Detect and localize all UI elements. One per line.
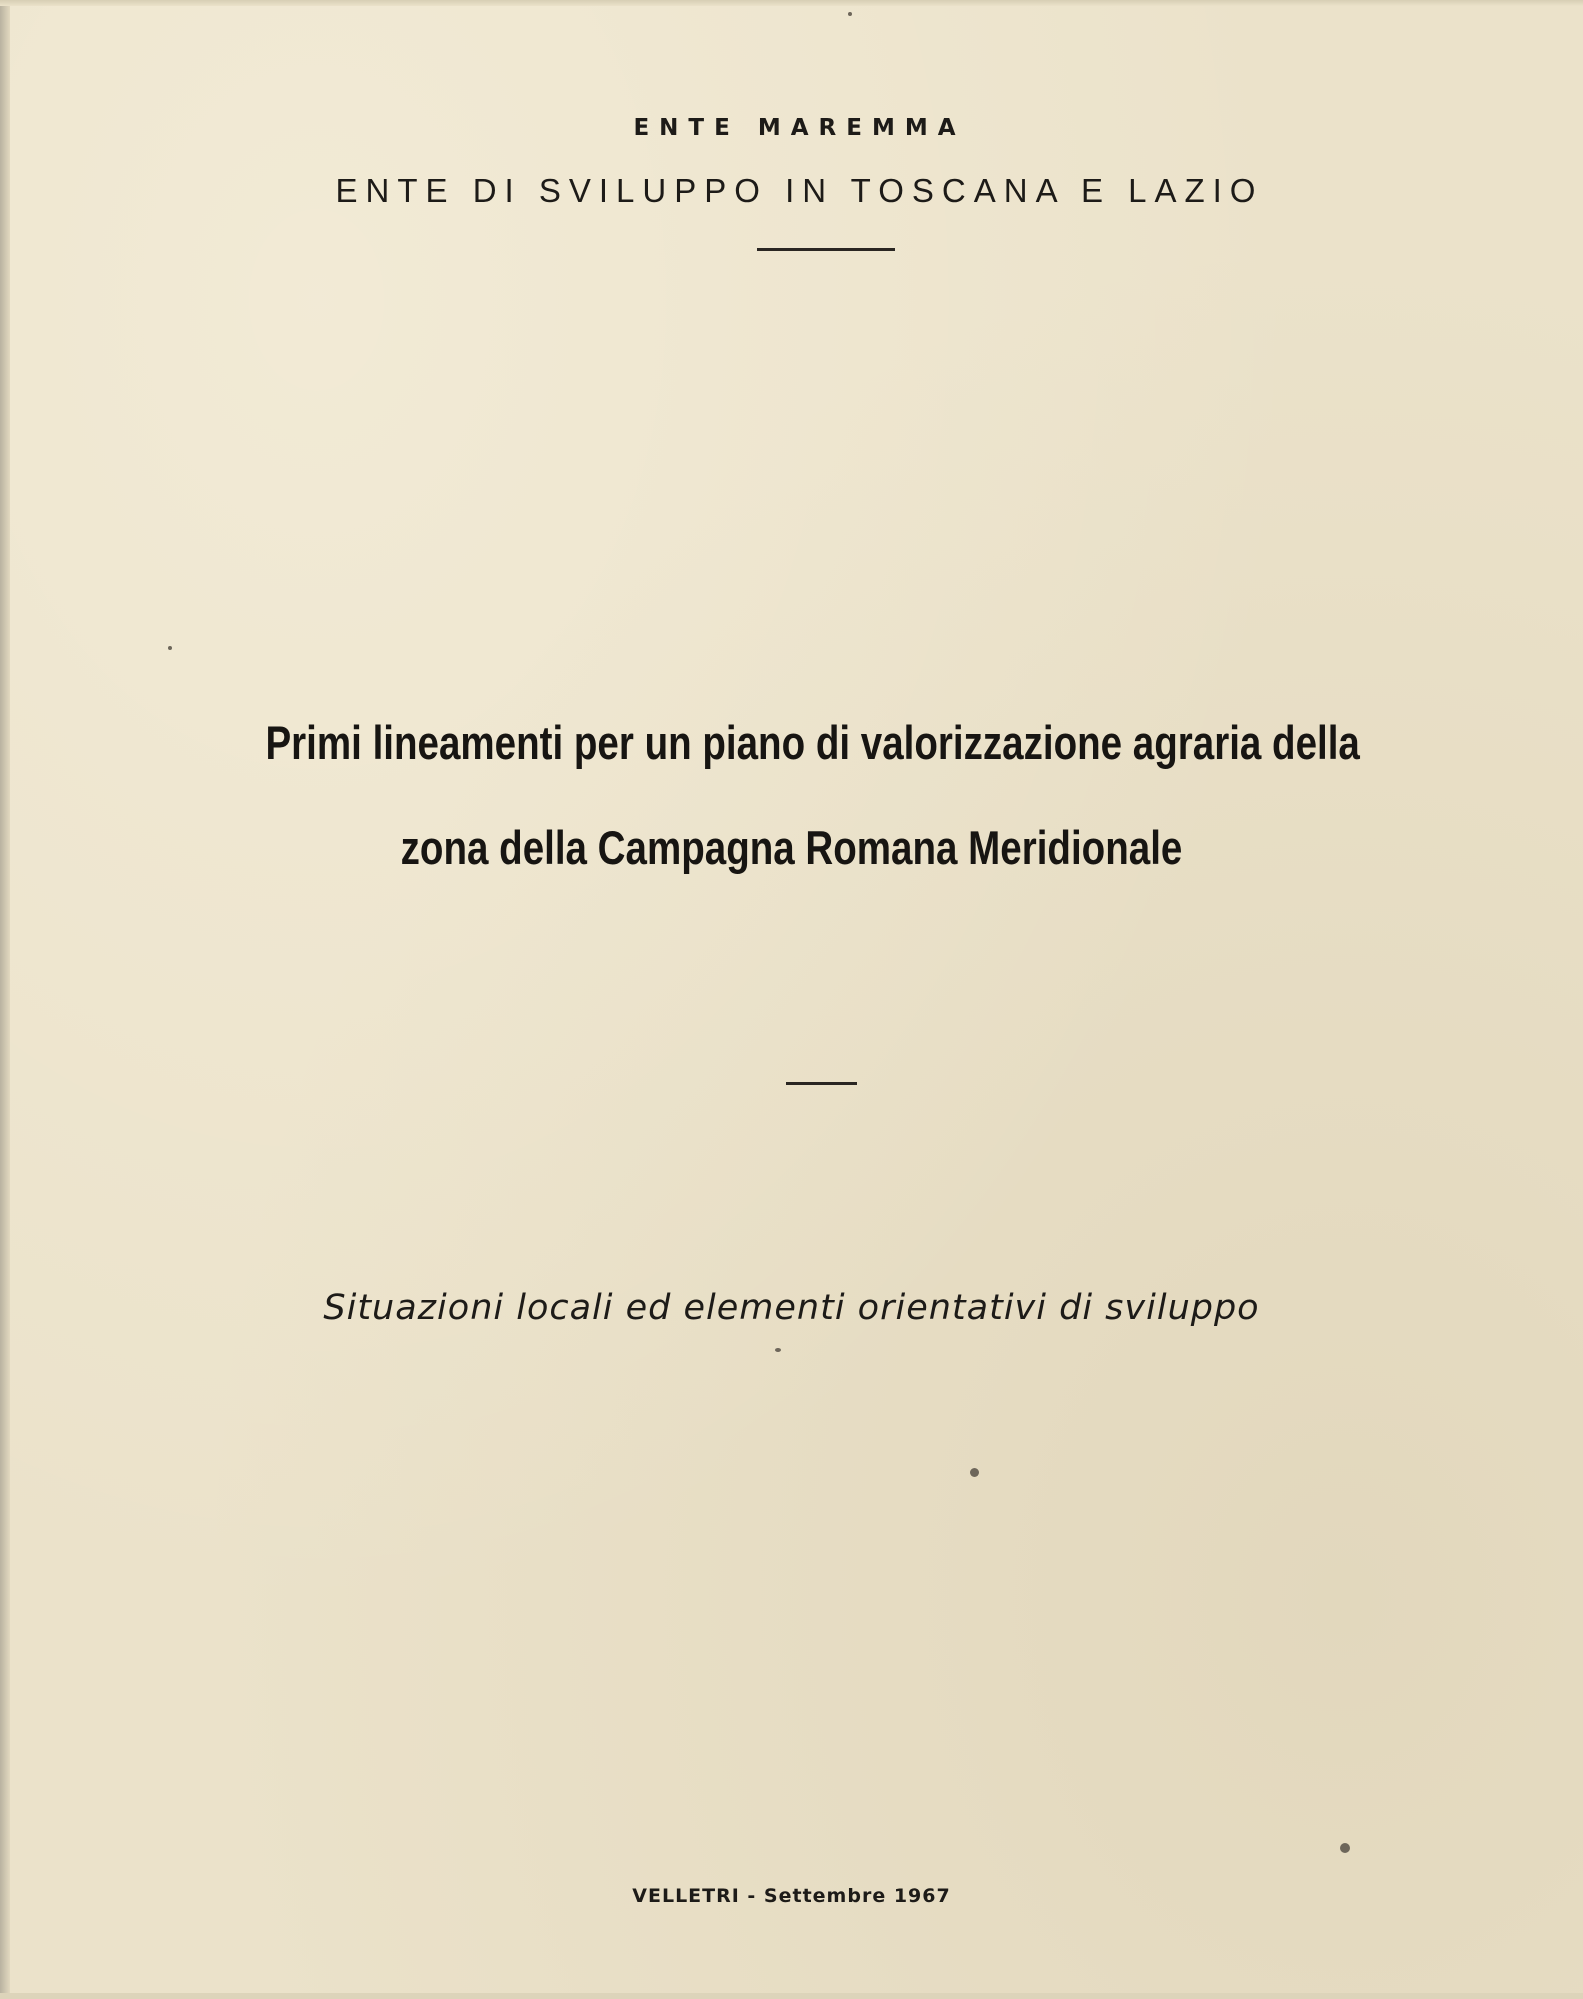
paper-speck — [775, 1348, 781, 1352]
top-divider — [757, 248, 895, 251]
paper-speck — [1340, 1843, 1350, 1853]
paper-speck — [970, 1468, 979, 1477]
middle-divider — [786, 1082, 857, 1085]
page-bottom-edge — [0, 1993, 1583, 1999]
paper-speck — [848, 12, 852, 16]
publication-imprint: VELLETRI - Settembre 1967 — [632, 1885, 951, 1907]
paper-speck — [168, 646, 172, 650]
page-left-edge — [0, 0, 10, 1999]
organization-subtitle: ENTE DI SVILUPPO IN TOSCANA E LAZIO — [335, 172, 1264, 209]
document-title-line-2: zona della Campagna Romana Meridionale — [400, 821, 1183, 874]
document-title-line-1: Primi lineamenti per un piano di valorizzazione agraria della — [265, 716, 1360, 769]
document-subtitle: Situazioni locali ed elementi orientativi di sviluppo — [323, 1288, 1260, 1328]
page-top-edge — [0, 0, 1583, 6]
organization-name: ENTE MAREMMA — [633, 115, 966, 141]
document-title — [265, 690, 1360, 900]
